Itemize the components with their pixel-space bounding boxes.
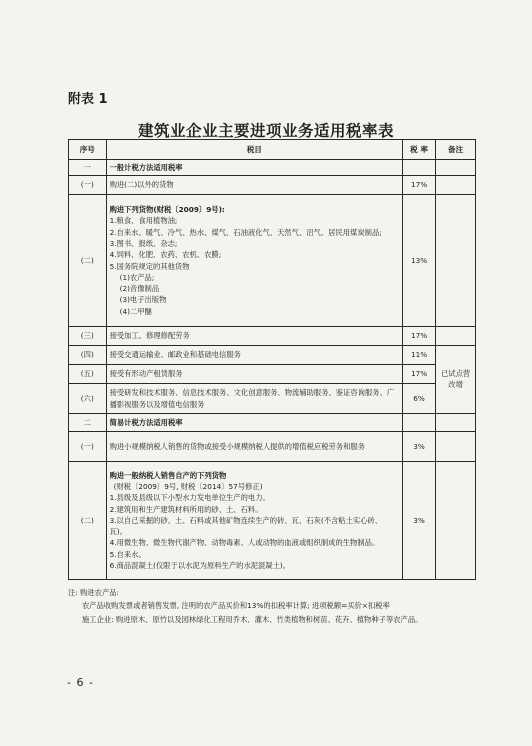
- row-item: [106, 195, 402, 327]
- item-line: (财税〔2009〕9号, 财税〔2014〕57号修正): [113, 481, 263, 491]
- tax-rate-table: [68, 139, 476, 580]
- row-item: 一般计税方法适用税率: [106, 160, 402, 176]
- item-line: 1.县级及县级以下小型水力发电单位生产的电力。: [109, 493, 270, 503]
- item-line: 5.自来水。: [109, 549, 146, 559]
- row-item: 简易计税方法适用税率: [106, 414, 402, 432]
- row-note: [436, 414, 476, 432]
- item-line: 1.粮食、食用植物油;: [109, 216, 178, 226]
- item-line: 3.图书、报纸、杂志;: [109, 238, 178, 248]
- row-item: 接受有形动产租赁服务: [106, 365, 402, 384]
- row-no: (五): [69, 365, 107, 384]
- header-no: 序号: [69, 140, 107, 160]
- notes-label: 注: 购进农产品:: [68, 588, 120, 597]
- row-item: 购进(二)以外的货物: [106, 176, 402, 195]
- item-line: 6.商品混凝土(仅限于以水泥为原料生产的水泥混凝土)。: [109, 561, 291, 571]
- row-item: 接受加工、修理修配劳务: [106, 327, 402, 346]
- header-item: 税目: [106, 140, 402, 160]
- page-number: - 6 -: [67, 676, 94, 689]
- item-line: 3.以自己采掘的砂、土、石料或其他矿物连续生产的砖、瓦、石灰(不含粘土实心砖、瓦)。: [109, 515, 383, 537]
- header-rate: 税 率: [402, 140, 435, 160]
- item-line: 4.饲料、化肥、农药、农机、农膜;: [109, 250, 222, 260]
- row-no: 二: [69, 414, 107, 432]
- row-no: (一): [69, 176, 107, 195]
- row-note: [436, 195, 476, 327]
- row-note: [436, 176, 476, 195]
- table-row: [69, 160, 476, 176]
- table-row: [69, 462, 476, 580]
- row-note: [436, 432, 476, 462]
- row-no: (一): [69, 432, 107, 462]
- row-rate: 17%: [402, 327, 435, 346]
- row-rate: 17%: [402, 176, 435, 195]
- row-rate: [402, 160, 435, 176]
- row-no: (四): [69, 346, 107, 365]
- row-rate: [402, 414, 435, 432]
- table-row: [69, 414, 476, 432]
- table-row: [69, 327, 476, 346]
- appendix-label: 附表 1: [68, 92, 108, 107]
- table-notes: [68, 586, 478, 626]
- item-line: 4.用微生物、微生物代谢产物、动物毒素、人或动物的血液或组织制成的生物制品。: [109, 538, 380, 548]
- table-header-row: [69, 140, 476, 160]
- table-row: [69, 365, 476, 384]
- row-note: [436, 327, 476, 346]
- notes-paragraph: 农产品收购发票或者销售发票, 注明的农产品买价和13%的扣税率计算; 进项税额=买价×扣税率: [82, 601, 390, 611]
- table-row: [69, 384, 476, 414]
- row-no: (二): [69, 462, 107, 580]
- header-note: 备注: [436, 140, 476, 160]
- item-line: 购进一般纳税人销售自产的下列货物: [109, 470, 227, 480]
- table-row: [69, 176, 476, 195]
- item-line: (4)二甲醚: [119, 306, 152, 316]
- table-row: [69, 346, 476, 365]
- row-no: 一: [69, 160, 107, 176]
- table-row: [69, 432, 476, 462]
- item-line: 2.建筑用和生产建筑材料所用的砂、土、石料。: [109, 504, 263, 514]
- item-line: 购进下列货物(财税〔2009〕9号):: [109, 205, 225, 215]
- row-item: [106, 462, 402, 580]
- page-title: 建筑业企业主要进项业务适用税率表: [137, 122, 394, 140]
- row-rate: 3%: [402, 432, 435, 462]
- notes-paragraph: 施工企业: 购进原木、原竹以及园林绿化工程用乔木、灌木、竹类植物和树苗、花卉、植物种子等农产品。: [82, 614, 423, 624]
- row-note: [436, 462, 476, 580]
- note-pilot-vat: 已试点营改增: [436, 346, 476, 414]
- row-no: (三): [69, 327, 107, 346]
- row-rate: 3%: [402, 462, 435, 580]
- row-no: (二): [69, 195, 107, 327]
- row-note: [436, 160, 476, 176]
- item-line: 2.自来水、暖气、冷气、热水、煤气、石油液化气、天然气、沼气、居民用煤炭制品;: [109, 227, 382, 237]
- item-line: (1)农产品;: [119, 272, 155, 282]
- item-line: (3)电子出版物: [119, 295, 167, 305]
- item-line: 5.国务院规定的其他货物: [109, 261, 190, 271]
- row-rate: 13%: [402, 195, 435, 327]
- row-item: 购进小规模纳税人销售的货物或接受小规模纳税人提供的增值税应税劳务和服务: [106, 432, 402, 462]
- row-item: 接受交通运输业、邮政业和基础电信服务: [106, 346, 402, 365]
- table-row: [69, 195, 476, 327]
- row-no: (六): [69, 384, 107, 414]
- row-rate: 17%: [402, 365, 435, 384]
- row-item: 接受研发和技术服务、信息技术服务、文化创意服务、物流辅助服务、鉴证咨询服务、广播影视服务以及增值电信服务: [106, 384, 402, 414]
- row-rate: 6%: [402, 384, 435, 414]
- item-line: (2)音像制品: [119, 284, 160, 294]
- row-rate: 11%: [402, 346, 435, 365]
